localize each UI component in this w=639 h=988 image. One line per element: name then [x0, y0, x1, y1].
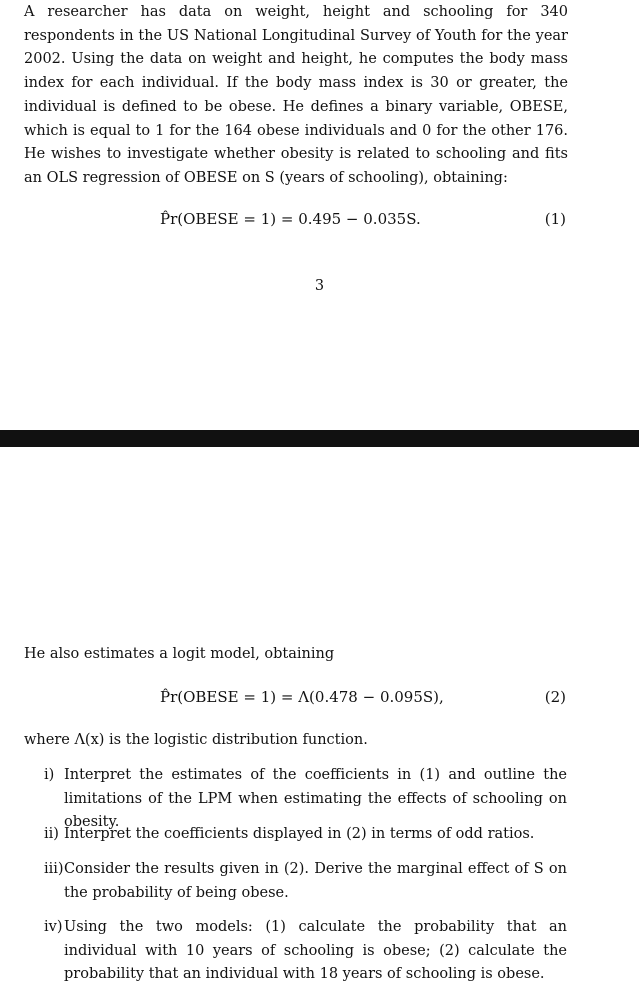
question-label: iii) [44, 861, 64, 877]
page-top [0, 0, 639, 430]
question-text: Interpret the estimates of the coefficients in (1) and outline the limitations of the LPM when estimating the effects of schooling on obesity. [64, 767, 567, 831]
logit-lead-text: He also estimates a logit model, obtaining [24, 646, 335, 662]
question-label: ii) [44, 826, 59, 842]
intro-paragraph: A researcher has data on weight, height and schooling for 340 respondents in the US National Longitudinal Survey of Youth for the year 2002. Using the data on weight and height, he computes the body mass index for each individual. If the body mass index is 30 or greater, the individual is defined to be obese. He defines a binary variable, OBESE, which is equal to 1 for the 164 obese individuals and 0 for the other 176. He wishes to investigate whether obesity is related to schooling and fits an OLS regression of OBESE on S (years of schooling), obtaining: [24, 4, 568, 186]
page-bottom [0, 447, 639, 988]
equation-2-number: (2) [544, 688, 566, 706]
where-text: where Λ(x) is the logistic distribution function. [24, 732, 368, 748]
question-label: iv) [44, 919, 63, 935]
equation-1-expression: P̂r(OBESE = 1) = 0.495 − 0.035S. [160, 210, 421, 228]
equation-2-expression: P̂r(OBESE = 1) = Λ(0.478 − 0.095S), [160, 688, 444, 706]
question-text: Consider the results given in (2). Derive the marginal effect of S on the probability of being obese. [64, 861, 567, 901]
question-text: Interpret the coefficients displayed in (2) in terms of odd ratios. [64, 826, 535, 842]
page-divider [0, 430, 639, 447]
question-text: Using the two models: (1) calculate the probability that an individual with 10 years of schooling is obese; (2) calculate the probability that an individual with 18 years of schooling is obese. [64, 919, 567, 983]
page-number: 3 [314, 278, 325, 294]
question-label: i) [44, 767, 55, 783]
equation-1-number: (1) [544, 210, 566, 228]
